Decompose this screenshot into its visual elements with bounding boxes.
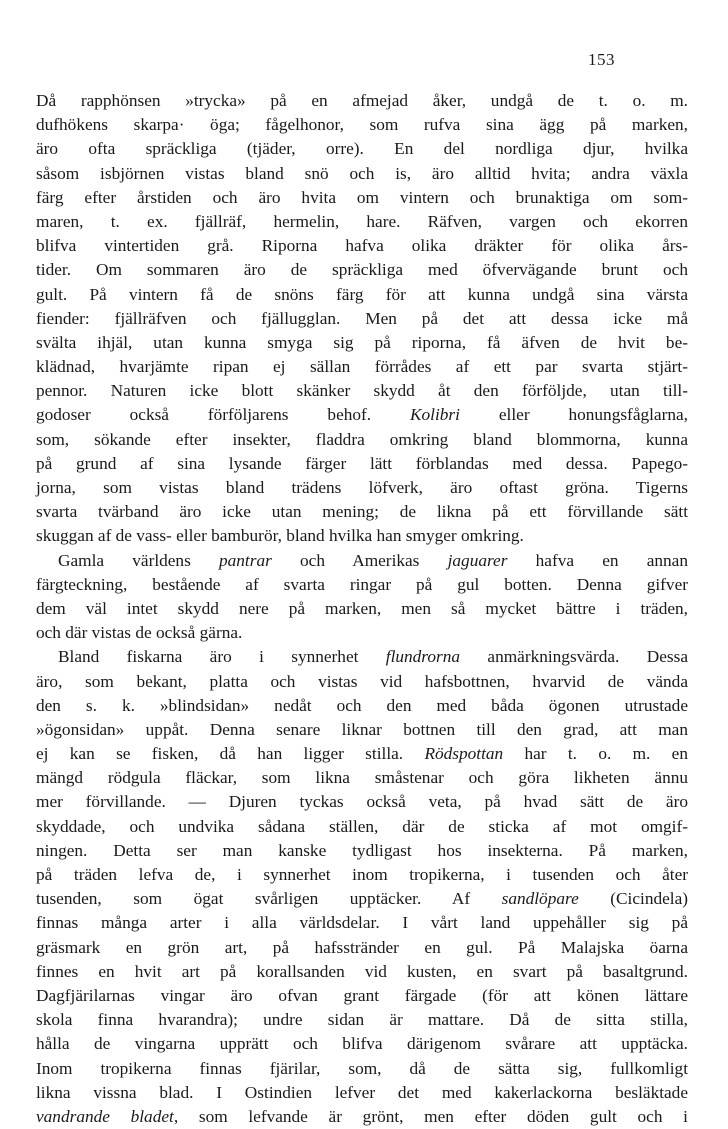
- text-line: [36, 742, 688, 766]
- text-run: godoser också förföljarens behof.: [36, 405, 411, 425]
- text-run: som, sökande efter insekter, fladdra omkring bland blommorna, kunna: [36, 429, 688, 449]
- text-line: [36, 766, 688, 790]
- text-line: [36, 113, 688, 137]
- text-line: [36, 186, 688, 210]
- text-run: tider. Om sommaren äro de spräckliga med öfvervägande brunt och: [36, 260, 688, 280]
- text-run: den s. k. »blindsidan» nedåt och den med båda ögonen utrustade: [36, 695, 688, 715]
- text-run: blifva vintertiden grå. Riporna hafva olika dräkter för olika års-: [36, 236, 688, 256]
- text-run: skyddade, och undvika sådana ställen, där de sticka af mot omgif-: [36, 816, 688, 836]
- text-line: [36, 1032, 688, 1056]
- text-line: [36, 694, 688, 718]
- text-line: [36, 621, 688, 645]
- text-run: pennor. Naturen icke blott skänker skydd åt den förföljde, utan till-: [36, 381, 688, 401]
- text-run: skuggan af de vass- eller bamburör, bland hvilka han smyger omkring.: [36, 526, 524, 546]
- text-line: [36, 839, 688, 863]
- italic-term: vandrande bladet: [36, 1106, 174, 1126]
- body-text: [36, 89, 688, 1129]
- text-line: [36, 815, 688, 839]
- italic-term: Rödspottan: [424, 744, 504, 764]
- text-run: dufhökens skarpa· öga; fågelhonor, som rufva sina ägg på marken,: [36, 115, 688, 135]
- text-run: äro, som bekant, platta och vistas vid hafsbottnen, hvarvid de vända: [36, 671, 688, 691]
- text-line: [36, 887, 688, 911]
- text-run: och Amerikas: [271, 550, 448, 570]
- text-line: [36, 790, 688, 814]
- text-run: ej kan se fisken, då han ligger stilla.: [36, 744, 425, 764]
- text-run: maren, t. ex. fjällräf, hermelin, hare. Räfven, vargen och ekorren: [36, 211, 688, 231]
- text-line: [36, 670, 688, 694]
- text-line: [36, 476, 688, 500]
- text-line: [36, 573, 688, 597]
- text-run: »ögonsidan» uppåt. Denna senare liknar bottnen till den grad, att man: [36, 719, 688, 739]
- text-run: likna vissna blad. I Ostindien lefver det med kakerlackorna besläktade: [36, 1082, 688, 1102]
- text-line: [36, 258, 688, 282]
- text-run: såsom isbjörnen vistas bland snö och is, äro alltid hvita; andra växla: [36, 163, 688, 183]
- text-run: Då rapphönsen »trycka» på en afmejad åker, undgå de t. o. m.: [36, 91, 688, 110]
- text-run: (Cicindela): [578, 889, 688, 909]
- text-line: [36, 1105, 688, 1129]
- text-line: [36, 452, 688, 476]
- text-run: Bland fiskarna äro i synnerhet: [58, 647, 386, 667]
- text-run: Dagfjärilarnas vingar äro ofvan grant färgade (för att könen lättare: [36, 985, 688, 1005]
- text-run: jorna, som vistas bland trädens löfverk, äro oftast gröna. Tigerns: [36, 478, 688, 497]
- text-run: klädnad, hvarjämte ripan ej sällan förrådes af ett par svarta stjärt-: [36, 357, 688, 377]
- italic-term: sandlöpare: [501, 889, 579, 909]
- text-run: färg efter årstiden och äro hvita om vintern och brunaktiga om som-: [36, 187, 688, 207]
- text-line: [36, 1057, 688, 1081]
- text-line: [36, 234, 688, 258]
- text-line: [36, 210, 688, 234]
- text-run: Inom tropikerna finnas fjärilar, som, då de sätta sig, fullkomligt: [36, 1058, 688, 1078]
- text-line: [36, 960, 688, 984]
- text-run: finnes en hvit art på korallsanden vid kusten, en svart på basaltgrund.: [36, 961, 688, 981]
- text-line: [36, 379, 688, 403]
- text-run: på grund af sina lysande färger lätt förblandas med dessa. Papego-: [36, 453, 688, 473]
- italic-term: Kolibri: [410, 405, 460, 425]
- text-line: [36, 307, 688, 331]
- text-line: [36, 500, 688, 524]
- text-run: anmärkningsvärda. Dessa: [460, 647, 688, 667]
- text-line: [36, 1081, 688, 1105]
- text-line: [36, 162, 688, 186]
- text-line: [36, 331, 688, 355]
- text-run: gult. På vintern få de snöns färg för att kunna undgå sina värsta: [36, 284, 688, 304]
- text-line: [36, 597, 688, 621]
- text-line: [36, 524, 688, 548]
- text-run: gräsmark en grön art, på hafsstränder en gul. På Malajska öarna: [36, 937, 688, 957]
- text-run: hålla de vingarna upprätt och blifva därigenom svårare att upptäcka.: [36, 1034, 688, 1054]
- text-run: eller honungsfåglarna,: [459, 405, 688, 425]
- text-run: äro ofta spräckliga (tjäder, orre). En del nordliga djur, hvilka: [36, 139, 688, 159]
- text-line: [36, 936, 688, 960]
- text-line: [36, 718, 688, 742]
- text-line: [36, 911, 688, 935]
- text-run: tusenden, som ögat svårligen upptäcker. Af: [36, 889, 502, 909]
- text-run: färgteckning, bestående af svarta ringar på gul botten. Denna gifver: [36, 574, 688, 594]
- text-run: , som lefvande är grönt, men efter döden gult och i: [173, 1106, 688, 1126]
- text-line: [36, 1008, 688, 1032]
- text-run: mer förvillande. — Djuren tyckas också veta, på hvad sätt de äro: [36, 792, 688, 812]
- text-line: [36, 137, 688, 161]
- text-run: mängd rödgula fläckar, som likna småstenar och göra likheten ännu: [36, 768, 688, 788]
- text-line: [36, 984, 688, 1008]
- text-line: [36, 355, 688, 379]
- text-run: ningen. Detta ser man kanske tydligast hos insekterna. På marken,: [36, 840, 688, 860]
- italic-term: pantrar: [219, 550, 272, 570]
- text-run: har t. o. m. en: [503, 744, 688, 764]
- text-run: svarta tvärband äro icke utan mening; de likna på ett förvillande sätt: [36, 502, 688, 522]
- text-line: [36, 403, 688, 427]
- text-run: och där vistas de också gärna.: [36, 623, 243, 643]
- text-run: skola finna hvarandra); undre sidan är mattare. Då de sitta stilla,: [36, 1010, 688, 1030]
- italic-term: jaguarer: [447, 550, 508, 570]
- text-run: på träden lefva de, i synnerhet inom tropikerna, i tusenden och åter: [36, 865, 688, 884]
- text-run: finnas många arter i alla världsdelar. I vårt land uppehåller sig på: [36, 913, 688, 933]
- text-run: Gamla världens: [58, 550, 219, 570]
- text-run: hafva en annan: [507, 550, 688, 570]
- text-run: dem väl intet skydd nere på marken, men så mycket bättre i träden,: [36, 598, 688, 618]
- text-line: [36, 645, 688, 669]
- italic-term: flundrorna: [385, 647, 461, 667]
- text-line: [36, 428, 688, 452]
- text-run: svälta ihjäl, utan kunna smyga sig på riporna, få äfven de hvit be-: [36, 332, 688, 352]
- text-line: [36, 549, 688, 573]
- page-number: 153: [588, 50, 615, 69]
- text-line: [36, 863, 688, 887]
- text-run: fiender: fjällräfven och fjällugglan. Men på det att dessa icke må: [36, 308, 688, 328]
- text-line: [36, 89, 688, 113]
- text-line: [36, 283, 688, 307]
